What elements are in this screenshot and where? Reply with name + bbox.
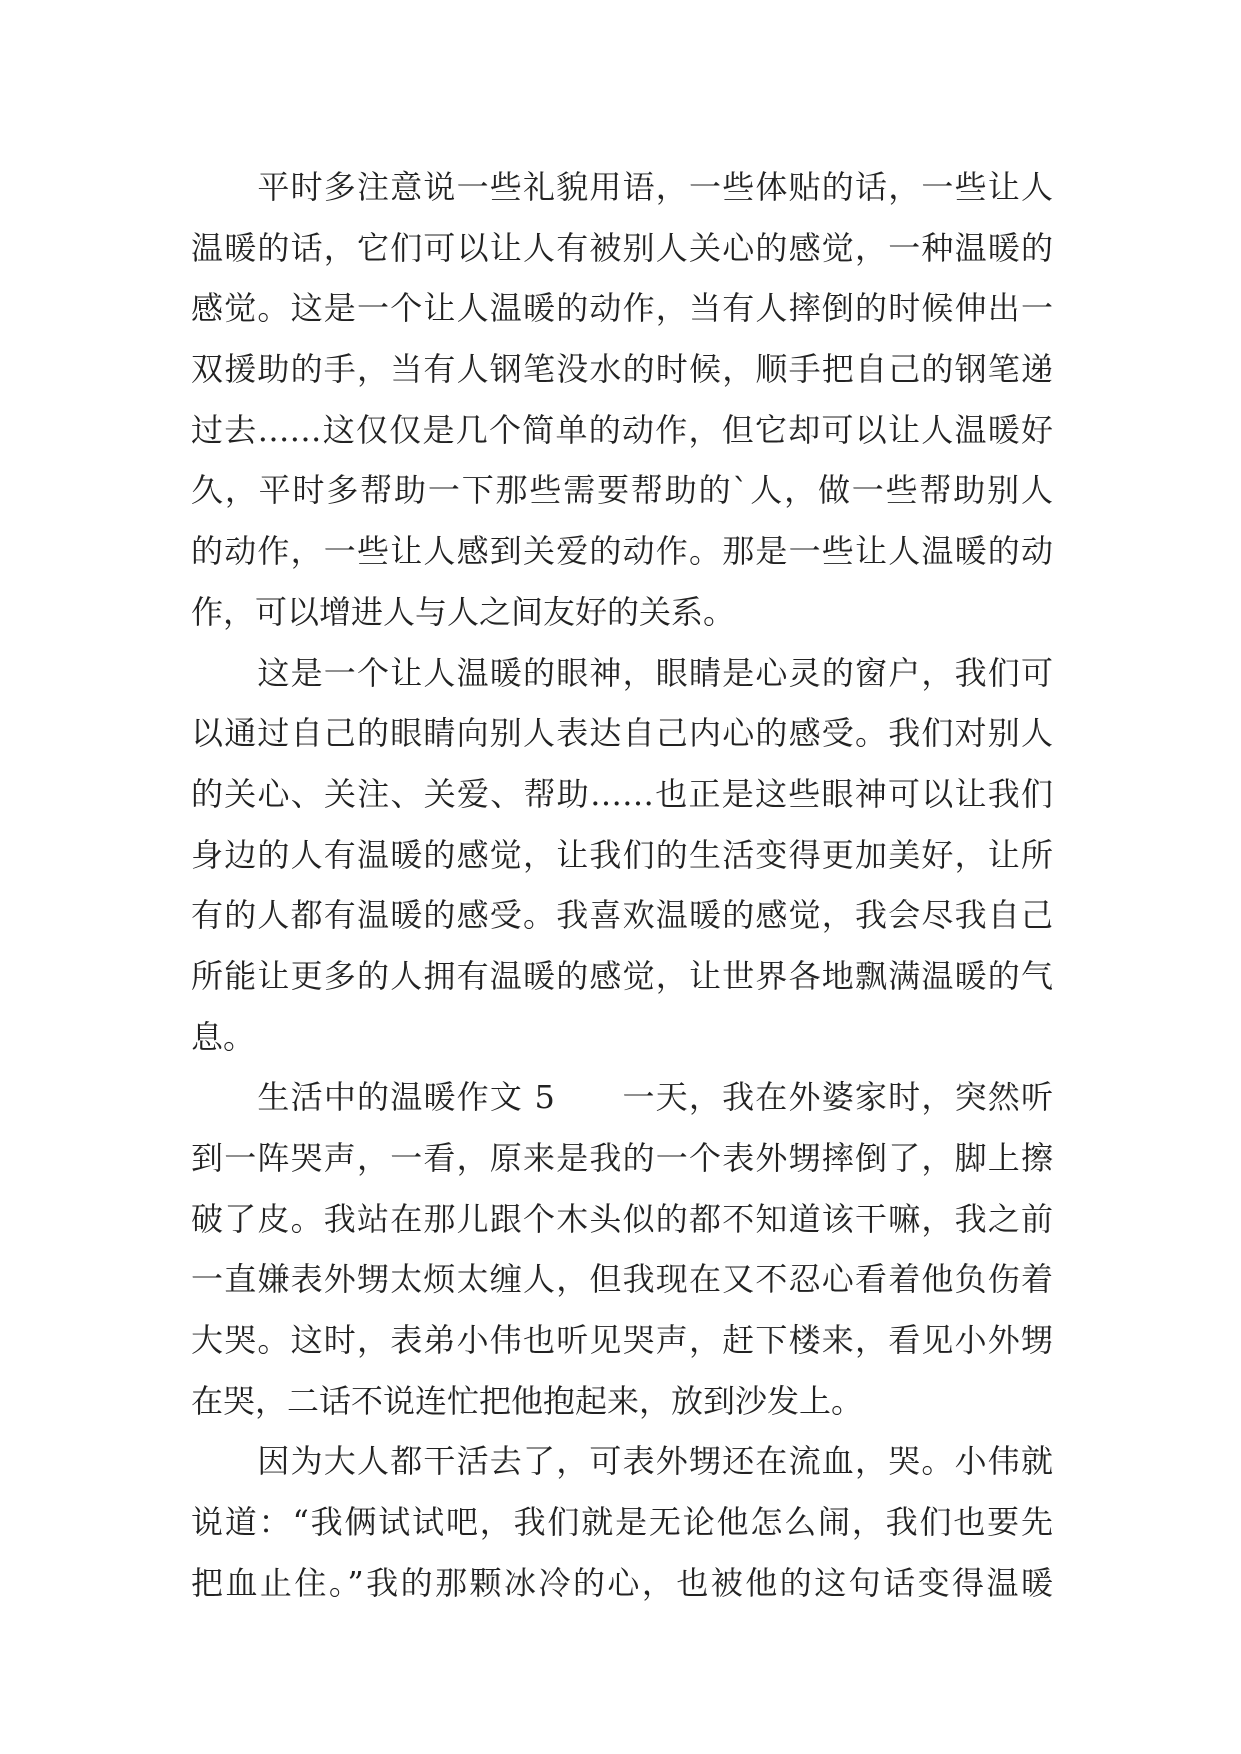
paragraph-2 [191, 643, 1053, 1068]
text-line: 双援助的手，当有人钢笔没水的时候，顺手把自己的钢笔递 [191, 350, 1053, 389]
text-line: 把血止住。”我的那颗冰冷的心，也被他的这句话变得温暖 [191, 1563, 1053, 1602]
paragraph-1 [191, 157, 1053, 643]
text-line: 说道：“我俩试试吧，我们就是无论他怎么闹，我们也要先 [191, 1503, 1053, 1542]
text-line: 大哭。这时，表弟小伟也听见哭声，赶下楼来，看见小外甥 [191, 1321, 1053, 1360]
text-line: 以通过自己的眼睛向别人表达自己内心的感受。我们对别人 [191, 714, 1053, 753]
text-line: 到一阵哭声，一看，原来是我的一个表外甥摔倒了，脚上擦 [191, 1139, 1053, 1177]
text-line: 息。 [191, 1017, 256, 1056]
text-line: 这是一个让人温暖的眼神，眼睛是心灵的窗户，我们可 [191, 653, 1053, 692]
text-line: 因为大人都干活去了，可表外甥还在流血，哭。小伟就 [191, 1442, 1053, 1481]
text-line: 身边的人有温暖的感觉，让我们的生活变得更加美好，让所 [191, 835, 1053, 874]
paragraph-4 [191, 1431, 1053, 1613]
text-line: 过去……这仅仅是几个简单的动作，但它却可以让人温暖好 [191, 410, 1053, 449]
text-line: 温暖的话，它们可以让人有被别人关心的感觉，一种温暖的 [191, 228, 1053, 267]
text-line: 作，可以增进人与人之间友好的关系。 [191, 592, 736, 631]
text-line: 所能让更多的人拥有温暖的感觉，让世界各地飘满温暖的气 [191, 956, 1053, 995]
text-line: 在哭，二话不说连忙把他抱起来，放到沙发上。 [191, 1381, 864, 1420]
text-line: 生活中的温暖作文 5 一天，我在外婆家时，突然听 [191, 1078, 1053, 1117]
text-line: 有的人都有温暖的感受。我喜欢温暖的感觉，我会尽我自己 [191, 896, 1053, 935]
text-line: 平时多注意说一些礼貌用语，一些体贴的话，一些让人 [191, 168, 1053, 206]
paragraph-3 [191, 1067, 1053, 1431]
text-line: 破了皮。我站在那儿跟个木头似的都不知道该干嘛，我之前 [191, 1199, 1053, 1238]
text-line: 的关心、关注、关爱、帮助……也正是这些眼神可以让我们 [191, 774, 1053, 813]
text-line: 一直嫌表外甥太烦太缠人，但我现在又不忍心看着他负伤着 [191, 1260, 1053, 1299]
text-line: 久，平时多帮助一下那些需要帮助的`人，做一些帮助别人 [191, 471, 1053, 510]
text-line: 的动作，一些让人感到关爱的动作。那是一些让人温暖的动 [191, 532, 1053, 571]
document-body [191, 157, 1053, 1614]
text-line: 感觉。这是一个让人温暖的动作，当有人摔倒的时候伸出一 [191, 289, 1053, 328]
